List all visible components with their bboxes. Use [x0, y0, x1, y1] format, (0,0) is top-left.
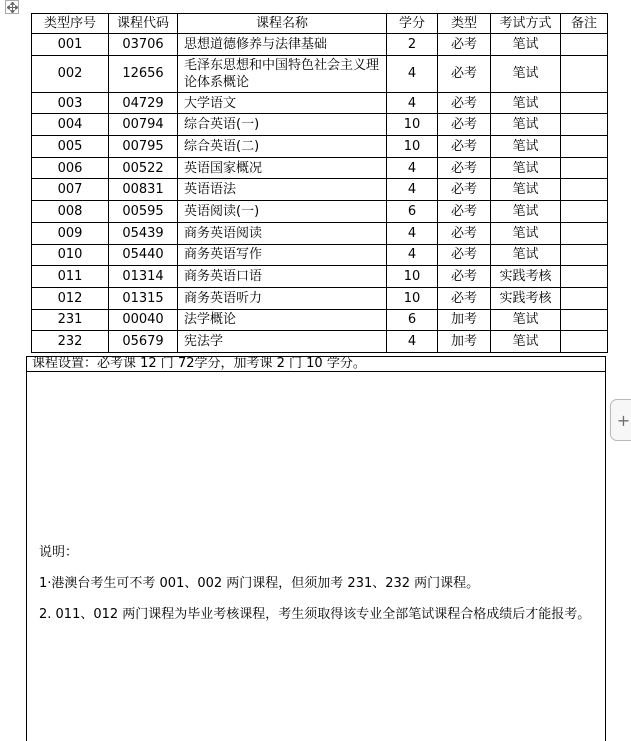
- table-row: [32, 55, 608, 92]
- table-cell: 笔试: [491, 157, 561, 179]
- note-item-2: 2. 011、012 两门课程为毕业考核课程，考生须取得该专业全部笔试课程合格成绩后才能报考。: [39, 607, 591, 622]
- table-cell: 必考: [438, 114, 491, 136]
- notes-box: [26, 371, 606, 741]
- table-cell: 必考: [438, 157, 491, 179]
- table-cell: 必考: [438, 222, 491, 244]
- course-setup-summary: 课程设置：必考课 12 门 72学分，加考课 2 门 10 学分。: [26, 356, 606, 372]
- table-row: [32, 266, 608, 288]
- table-cell: 必考: [438, 244, 491, 266]
- table-cell: 英语阅读(一): [178, 201, 387, 223]
- column-header: 考试方式: [491, 14, 561, 34]
- table-cell: 00831: [109, 179, 178, 201]
- move-arrows-icon: [7, 0, 18, 17]
- table-cell: 笔试: [491, 244, 561, 266]
- table-cell: 4: [387, 55, 438, 92]
- header-row: [32, 14, 608, 34]
- add-button[interactable]: [610, 399, 631, 441]
- column-header: 备注: [561, 14, 608, 34]
- table-cell: 009: [32, 222, 109, 244]
- table-cell: 007: [32, 179, 109, 201]
- table-cell: 笔试: [491, 114, 561, 136]
- table-cell: 法学概论: [178, 309, 387, 331]
- table-cell: [561, 266, 608, 288]
- table-row: [32, 287, 608, 309]
- table-cell: 05440: [109, 244, 178, 266]
- table-cell: 006: [32, 157, 109, 179]
- table-cell: 4: [387, 222, 438, 244]
- note-item-1: 1·港澳台考生可不考 001、002 两门课程，但须加考 231、232 两门课程。: [39, 576, 480, 591]
- table-cell: 011: [32, 266, 109, 288]
- table-cell: [561, 34, 608, 56]
- table-cell: 10: [387, 114, 438, 136]
- table-cell: 商务英语写作: [178, 244, 387, 266]
- table-row: [32, 114, 608, 136]
- table-cell: 必考: [438, 266, 491, 288]
- table-cell: 笔试: [491, 55, 561, 92]
- table-cell: 10: [387, 136, 438, 158]
- table-cell: 008: [32, 201, 109, 223]
- table-cell: 加考: [438, 331, 491, 353]
- table-cell: 商务英语口语: [178, 266, 387, 288]
- table-row: [32, 331, 608, 353]
- table-cell: 232: [32, 331, 109, 353]
- table-cell: 笔试: [491, 92, 561, 114]
- table-cell: 04729: [109, 92, 178, 114]
- table-cell: 6: [387, 201, 438, 223]
- table-cell: 必考: [438, 287, 491, 309]
- table-cell: 010: [32, 244, 109, 266]
- table-cell: 03706: [109, 34, 178, 56]
- table-cell: 012: [32, 287, 109, 309]
- table-row: [32, 309, 608, 331]
- table-cell: 宪法学: [178, 331, 387, 353]
- column-header: 课程名称: [178, 14, 387, 34]
- table-cell: 005: [32, 136, 109, 158]
- table-cell: 4: [387, 92, 438, 114]
- column-header: 类型: [438, 14, 491, 34]
- table-row: [32, 92, 608, 114]
- table-cell: 00794: [109, 114, 178, 136]
- table-cell: 2: [387, 34, 438, 56]
- table-cell: [561, 331, 608, 353]
- table-cell: [561, 201, 608, 223]
- table-cell: [561, 157, 608, 179]
- course-table-body: [32, 34, 608, 353]
- table-cell: 01315: [109, 287, 178, 309]
- table-cell: 4: [387, 331, 438, 353]
- table-cell: 002: [32, 55, 109, 92]
- table-cell: 笔试: [491, 136, 561, 158]
- table-cell: 实践考核: [491, 266, 561, 288]
- table-cell: 笔试: [491, 222, 561, 244]
- table-cell: 必考: [438, 55, 491, 92]
- column-header: 课程代码: [109, 14, 178, 34]
- table-cell: 00595: [109, 201, 178, 223]
- table-cell: 思想道德修养与法律基础: [178, 34, 387, 56]
- table-cell: 综合英语(二): [178, 136, 387, 158]
- table-cell: 笔试: [491, 34, 561, 56]
- table-cell: 必考: [438, 92, 491, 114]
- table-cell: 004: [32, 114, 109, 136]
- table-cell: [561, 136, 608, 158]
- table-cell: 笔试: [491, 309, 561, 331]
- table-cell: 001: [32, 34, 109, 56]
- table-cell: [561, 287, 608, 309]
- table-row: [32, 136, 608, 158]
- table-cell: 必考: [438, 201, 491, 223]
- table-cell: 10: [387, 287, 438, 309]
- column-header: 类型序号: [32, 14, 109, 34]
- table-cell: 实践考核: [491, 287, 561, 309]
- table-cell: 笔试: [491, 331, 561, 353]
- table-cell: 00795: [109, 136, 178, 158]
- course-table: [31, 13, 608, 353]
- column-header: 学分: [387, 14, 438, 34]
- table-cell: [561, 309, 608, 331]
- table-cell: [561, 179, 608, 201]
- table-cell: 笔试: [491, 201, 561, 223]
- table-row: [32, 179, 608, 201]
- table-cell: 综合英语(一): [178, 114, 387, 136]
- table-row: [32, 157, 608, 179]
- table-move-handle[interactable]: [5, 0, 19, 14]
- table-row: [32, 244, 608, 266]
- table-cell: 10: [387, 266, 438, 288]
- table-cell: 必考: [438, 179, 491, 201]
- table-cell: 4: [387, 157, 438, 179]
- table-cell: 商务英语听力: [178, 287, 387, 309]
- table-cell: 商务英语阅读: [178, 222, 387, 244]
- table-cell: 大学语文: [178, 92, 387, 114]
- plus-icon: +: [616, 410, 631, 430]
- table-cell: 01314: [109, 266, 178, 288]
- table-cell: 12656: [109, 55, 178, 92]
- table-cell: 00522: [109, 157, 178, 179]
- table-cell: 00040: [109, 309, 178, 331]
- table-cell: 笔试: [491, 179, 561, 201]
- table-row: [32, 34, 608, 56]
- table-cell: 必考: [438, 34, 491, 56]
- table-cell: 05439: [109, 222, 178, 244]
- table-cell: 必考: [438, 136, 491, 158]
- table-cell: 加考: [438, 309, 491, 331]
- table-cell: 4: [387, 179, 438, 201]
- notes-title: 说明：: [39, 545, 79, 560]
- notes-content: [39, 545, 595, 638]
- table-cell: 003: [32, 92, 109, 114]
- table-cell: 6: [387, 309, 438, 331]
- table-cell: [561, 92, 608, 114]
- table-cell: 英语语法: [178, 179, 387, 201]
- table-cell: 英语国家概况: [178, 157, 387, 179]
- table-cell: 05679: [109, 331, 178, 353]
- table-row: [32, 201, 608, 223]
- table-cell: 231: [32, 309, 109, 331]
- table-cell: [561, 244, 608, 266]
- table-cell: [561, 114, 608, 136]
- table-row: [32, 222, 608, 244]
- table-cell: 毛泽东思想和中国特色社会主义理论体系概论: [178, 55, 387, 92]
- table-cell: 4: [387, 244, 438, 266]
- table-cell: [561, 55, 608, 92]
- table-cell: [561, 222, 608, 244]
